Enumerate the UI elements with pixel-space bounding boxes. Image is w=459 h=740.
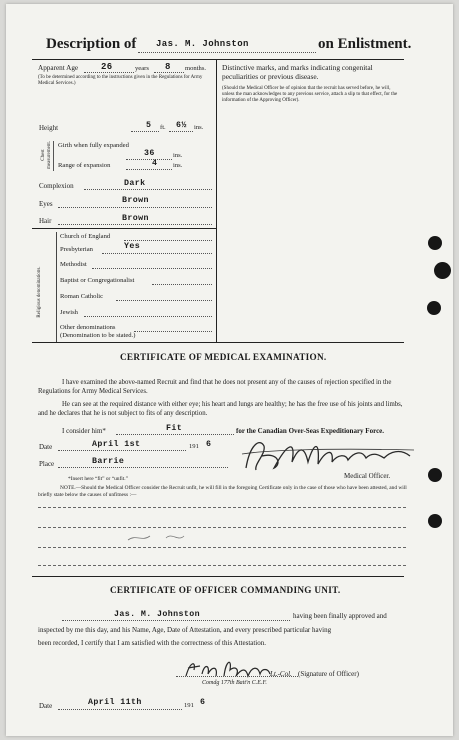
- commanding-date-line: [58, 709, 182, 710]
- complexion-line: [84, 189, 212, 190]
- stray-mark: [126, 530, 206, 544]
- religion-line: [92, 268, 212, 269]
- height-ft-value: 5: [146, 121, 152, 130]
- religion-line: [124, 240, 212, 241]
- attestation-page: [6, 4, 453, 736]
- girth-unit: ins.: [173, 152, 183, 159]
- religion-line: [102, 253, 212, 254]
- unfitness-line: [38, 507, 406, 508]
- range-value: 4: [152, 159, 158, 168]
- religion-line: [84, 316, 212, 317]
- height-ins-value: 6½: [176, 121, 187, 130]
- commanding-line2: inspected by me this day, and his Name, Age, Date of Attestation, and every prescribed particular having: [38, 626, 332, 634]
- fit-line: [116, 434, 234, 435]
- presbyterian-value: Yes: [124, 242, 141, 251]
- marks-label: Distinctive marks, and marks indicating congenital peculiarities or previous disease.: [222, 63, 373, 81]
- commanding-sig-under: Comdg 177th Batt'n C.E.F.: [202, 680, 267, 686]
- place-line: [58, 467, 228, 468]
- range-line: [126, 169, 172, 170]
- consider-label: I consider him*: [62, 427, 106, 435]
- place-value: Barrie: [92, 457, 125, 466]
- range-unit: ins.: [173, 162, 183, 169]
- chest-bracket: [53, 141, 54, 171]
- religion-label: Religious denominations.: [37, 266, 42, 318]
- unfitness-line: [38, 527, 406, 528]
- place-label: Place: [39, 460, 55, 468]
- medical-year-digit: 6: [206, 440, 212, 449]
- months-label: months.: [185, 65, 207, 72]
- years-label: years: [135, 65, 149, 72]
- punch-hole: [428, 236, 442, 250]
- commanding-line1: having been finally approved and: [293, 612, 387, 620]
- commanding-rank: Lt.-Col.: [270, 670, 292, 678]
- medical-para2: He can see at the required distance with either eye; his heart and lungs are healthy; he has the free use of his joints and limbs, and he declares that he is not subject to fits of any description.: [38, 401, 403, 417]
- bottom-frame-line: [32, 342, 404, 343]
- age-years-line: [84, 72, 134, 73]
- age-years-value: 26: [101, 62, 113, 72]
- height-ins-line: [169, 131, 193, 132]
- religion-line: [134, 331, 212, 332]
- eyes-line: [58, 207, 212, 208]
- height-ft-line: [131, 131, 159, 132]
- hair-line: [58, 224, 212, 225]
- medical-heading: CERTIFICATE OF MEDICAL EXAMINATION.: [120, 352, 327, 362]
- header-prefix: Description of: [46, 36, 137, 52]
- religion-other: Other denominations (Denomination to be stated.): [60, 324, 136, 339]
- commanding-heading: CERTIFICATE OF OFFICER COMMANDING UNIT.: [110, 585, 341, 595]
- medical-date-label: Date: [39, 443, 53, 451]
- medical-officer-label: Medical Officer.: [344, 472, 391, 480]
- eyes-value: Brown: [122, 196, 149, 205]
- commanding-date-label: Date: [39, 702, 53, 710]
- commanding-year-prefix: 191: [184, 702, 194, 709]
- religion-presbyterian: Presbyterian: [60, 246, 93, 253]
- marks-note: (Should the Medical Officer be of opinion that the recruit has served before, he will, unless the man acknowledges to any previous service, attach a slip to that effect, for the information of the Approving Officer).: [222, 86, 398, 103]
- medical-note: NOTE.—Should the Medical Officer consider the Recruit unfit, he will fill in the foregoing Certificate only in the case of those who have been attested, and will briefly state below the causes of unfitness :—: [38, 485, 407, 498]
- header-suffix: on Enlistment.: [318, 36, 412, 52]
- hair-label: Hair: [39, 217, 52, 225]
- unfitness-line: [38, 565, 406, 566]
- name-line: [138, 52, 316, 53]
- ins-label: ins.: [194, 124, 204, 131]
- commanding-date-value: April 11th: [88, 698, 142, 707]
- age-months-value: 8: [165, 62, 171, 72]
- fit-value: Fit: [166, 424, 183, 433]
- girth-label: Girth when fully expanded: [58, 142, 129, 149]
- commanding-name-line: [62, 620, 290, 621]
- height-label: Height: [39, 124, 59, 132]
- commanding-line3: been recorded, I certify that I am satisfied with the correctness of this Attestation.: [38, 639, 267, 647]
- commanding-signature: [182, 656, 272, 682]
- religion-top-line: [32, 228, 216, 229]
- commanding-year-digit: 6: [200, 698, 206, 707]
- ft-label: ft.: [160, 124, 166, 131]
- age-months-line: [154, 72, 184, 73]
- top-frame-line: [32, 59, 404, 60]
- punch-hole: [434, 262, 451, 279]
- hair-value: Brown: [122, 214, 149, 223]
- religion-bracket: [56, 232, 57, 342]
- religion-line: [152, 284, 212, 285]
- religion-jewish: Jewish: [60, 309, 78, 316]
- medical-date-line: [58, 450, 186, 451]
- religion-baptist: Baptist or Congregationalist: [60, 277, 135, 284]
- unfitness-line: [38, 547, 406, 548]
- chest-label: Chest measurement.: [41, 141, 52, 169]
- eyes-label: Eyes: [39, 200, 53, 208]
- commanding-sig-label: (Signature of Officer): [298, 670, 359, 678]
- punch-hole: [428, 514, 442, 528]
- girth-value: 36: [144, 149, 155, 158]
- religion-methodist: Methodist: [60, 261, 87, 268]
- range-label: Range of expansion: [58, 162, 111, 169]
- middle-divider: [216, 59, 217, 342]
- apparent-age-label: Apparent Age: [38, 64, 79, 72]
- commanding-name-value: Jas. M. Johnston: [114, 610, 201, 619]
- medical-year-prefix: 191: [189, 443, 199, 450]
- religion-roman-catholic: Roman Catholic: [60, 293, 104, 300]
- insert-note: *Insert here “fit” or “unfit.”: [68, 476, 129, 482]
- religion-line: [116, 300, 212, 301]
- religion-church-of-england: Church of England: [60, 233, 111, 240]
- medical-para1: I have examined the above-named Recruit and find that he does not present any of the causes of rejection specified in the Regulations for Army Medical Services.: [38, 379, 392, 395]
- complexion-value: Dark: [124, 179, 146, 188]
- girth-line: [126, 159, 172, 160]
- punch-hole: [428, 468, 442, 482]
- age-note: (To be determined according to the instructions given in the Regulations for Army Medical Services.): [38, 75, 203, 86]
- complexion-label: Complexion: [39, 182, 74, 190]
- punch-hole: [427, 301, 441, 315]
- medical-signature: [238, 434, 418, 474]
- soldier-name: Jas. M. Johnston: [156, 39, 249, 49]
- for-force-label: for the Canadian Over-Seas Expeditionary Force.: [236, 427, 385, 435]
- section-divider: [32, 576, 404, 577]
- medical-date-value: April 1st: [92, 440, 141, 449]
